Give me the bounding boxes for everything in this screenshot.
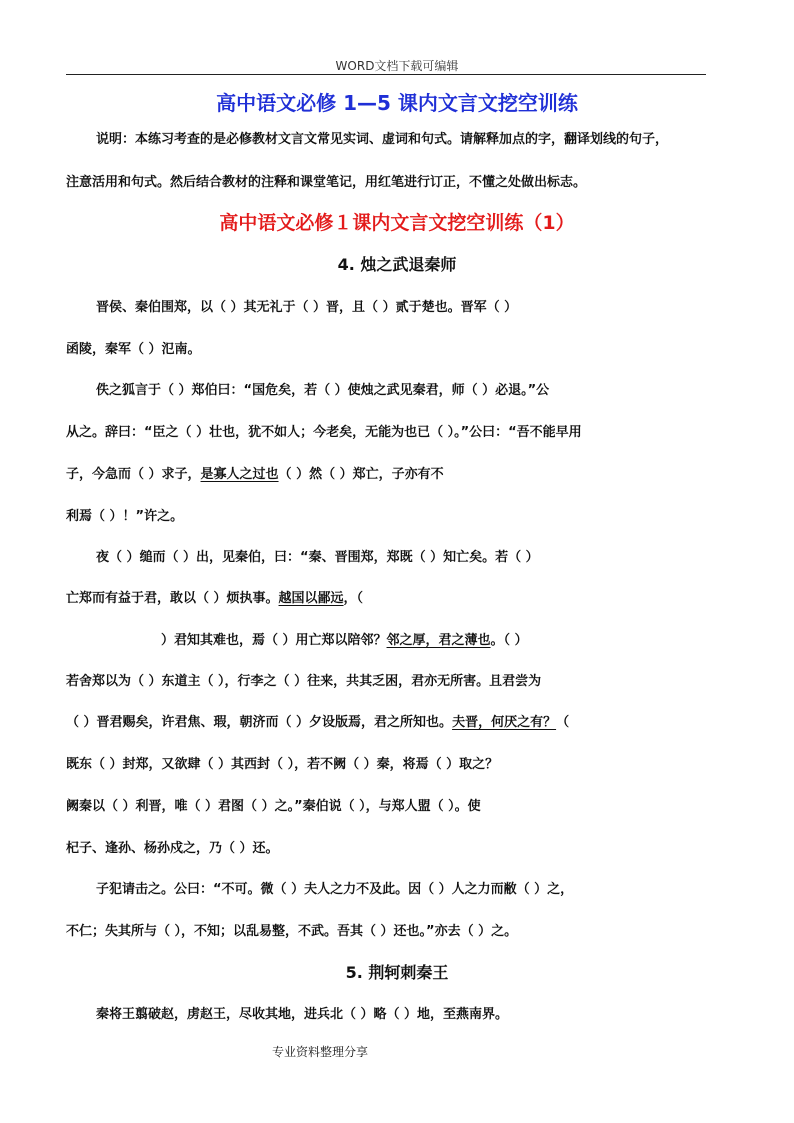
passage-line: 阙秦以（ ）利晋，唯（ ）君图（ ）之。”秦伯说（ ），与郑人盟（ ）。使	[66, 799, 481, 814]
passage-text: （ ）然（ ）郑亡，子亦有不	[278, 467, 444, 482]
note-line-1: 说明：本练习考查的是必修教材文言文常见实词、虚词和句式。请解释加点的字，翻译划线的句子，	[96, 132, 669, 147]
exercise-subtitle: 高中语文必修１课内文言文挖空训练（1）	[219, 212, 575, 234]
passage-line: 既东（ ）封郑，又欲肆（ ）其西封（ ），若不阙（ ）秦，将焉（ ）取之？	[66, 757, 499, 772]
passage-text: （	[556, 715, 570, 730]
passage-line: 从之。辞曰：“臣之（ ）壮也，犹不如人；今老矣，无能为也已（ ）。”公曰：“吾不能早用	[66, 425, 582, 440]
passage-line: 杞子、逢孙、杨孙戍之，乃（ ）还。	[66, 841, 279, 856]
section-heading-4: 4. 烛之武退秦师	[337, 255, 457, 274]
passage-text: ，（	[343, 591, 364, 606]
passage-line	[66, 463, 444, 482]
passage-line: 子犯请击之。公曰：“不可。微（ ）夫人之力不及此。因（ ）人之力而敝（ ）之，	[96, 882, 574, 897]
passage-line: 利焉（ ）！”许之。	[66, 509, 184, 524]
header-divider	[66, 74, 706, 75]
passage-line: 若舍郑以为（ ）东道主（ ），行李之（ ）往来，共其乏困，君亦无所害。且君尝为	[66, 674, 542, 689]
translate-sentence: 夫晋，何厌之有？	[452, 715, 557, 730]
passage-text: （ ）晋君赐矣，许君焦、瑕，朝济而（ ）夕设版焉，君之所知也。	[66, 715, 453, 730]
passage-line: 佚之狐言于（ ）郑伯曰：“国危矣，若（ ）使烛之武见秦君，师（ ）必退。”公	[96, 383, 550, 398]
passage-text: ）君知其难也，焉（ ）用亡郑以陪邻？	[161, 633, 387, 648]
passage-line	[66, 711, 569, 730]
translate-sentence: 邻之厚，君之薄也	[386, 633, 491, 648]
passage-line: 晋侯、秦伯围郑，以（ ）其无礼于（ ）晋，且（ ）贰于楚也。晋军（ ）	[96, 300, 518, 315]
passage-text: 亡郑而有益于君，敢以（ ）烦执事。	[66, 591, 279, 606]
passage-line	[161, 629, 528, 648]
passage-text: 。（ ）	[490, 633, 528, 648]
translate-sentence: 是寡人之过也	[200, 467, 279, 482]
document-title: 高中语文必修 1—5 课内文言文挖空训练	[216, 91, 578, 115]
passage-line: 函陵，秦军（ ）氾南。	[66, 342, 201, 357]
page-footer: 专业资料整理分享	[272, 1045, 369, 1059]
translate-sentence: 越国以鄙远	[278, 591, 344, 606]
passage-text: 子，今急而（ ）求子，	[66, 467, 201, 482]
passage-line: 夜（ ）缒而（ ）出，见秦伯，曰：“秦、晋围郑，郑既（ ）知亡矣。若（ ）	[96, 550, 539, 565]
page-header: WORD文档下载可编辑	[335, 59, 459, 73]
passage-line: 不仁；失其所与（ ），不知；以乱易整，不武。吾其（ ）还也。”亦去（ ）之。	[66, 924, 518, 939]
note-line-2: 注意活用和句式。然后结合教材的注释和课堂笔记，用红笔进行订正，不懂之处做出标志。	[66, 175, 587, 190]
section-heading-5: 5. 荆轲刺秦王	[345, 963, 449, 982]
passage-line	[66, 587, 363, 606]
passage-line: 秦将王翦破赵，虏赵王，尽收其地，进兵北（ ）略（ ）地，至燕南界。	[96, 1007, 509, 1022]
